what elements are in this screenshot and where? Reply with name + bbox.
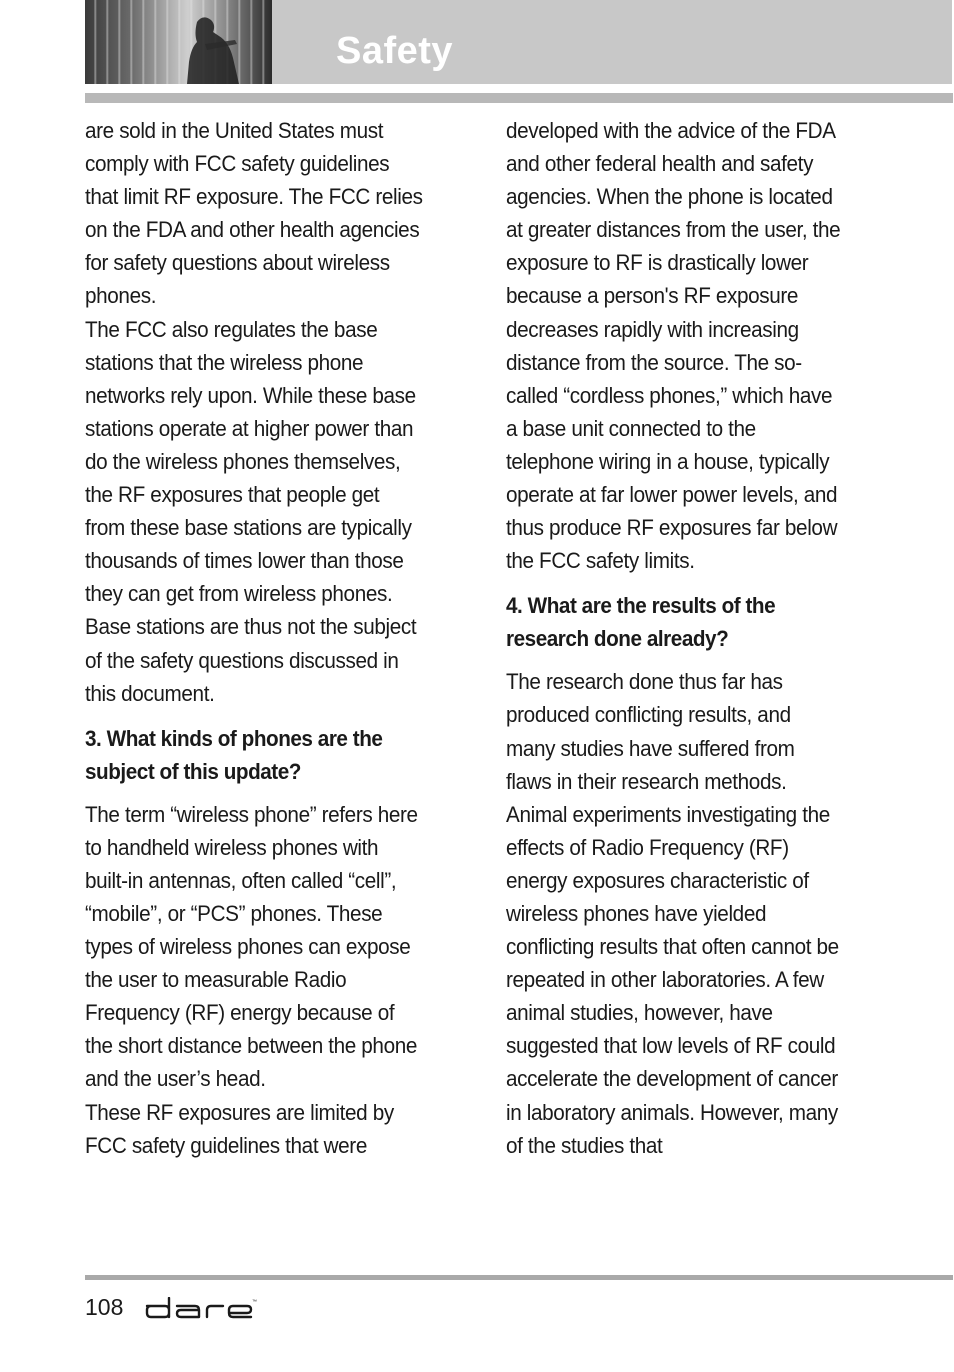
paragraph: The FCC also regulates the base stations that the wireless phone networks rely upon. While these base stations operate at higher power than do the wireless phones themselves, the RF exposures that people get from these base stations are typically thousands of times lower than those they can get from wireless phones. Base stations are thus not the subject of the safety questions discussed in this document. [85,316,417,706]
header-photo [85,0,272,84]
person-silhouette-image [85,0,272,84]
paragraph: The term “wireless phone” refers here to handheld wireless phones with built-in antennas, often called “cell”, “mobile”, or “PCS” phones. These types of wireless phones can expose the user to measurable Radio Frequency (RF) energy because of the short distance between the phone and the user’s head. [85,801,418,1092]
header-divider [85,93,953,103]
paragraph: are sold in the United States must comply with FCC safety guidelines that limit RF exposure. The FCC relies on the FDA and other health agencies for safety questions about wireless phones. [85,118,423,309]
paragraph: The research done thus far has produced conflicting results, and many studies have suffered from flaws in their research methods. Animal experiments investigating the effects of Radio Frequency (RF) energy exposures characteristic of wireless phones have yielded conflicting results that often cannot be repeated in other laboratories. A few animal studies, however, have suggested that low levels of RF could accelerate the development of cancer in laboratory animals. However, many of the studies that [506,669,839,1158]
footer-divider [85,1275,953,1280]
page-number: 108 [85,1294,124,1320]
paragraph: developed with the advice of the FDA and other federal health and safety agencies. When the phone is located at greater distances from the user, the exposure to RF is drastically lower because a person's RF exposure decreases rapidly with increasing distance from the source. The so-called “cordless phones,” which have a base unit connected to the telephone wiring in a house, typically operate at far lower power levels, and thus produce RF exposures far below the FCC safety limits. [506,118,841,574]
right-column [506,114,845,1162]
section-heading: 3. What kinds of phones are the subject of this update? [85,725,383,784]
dare-logo-icon [143,1297,259,1319]
svg-text:™: ™ [252,1299,257,1305]
section-heading: 4. What are the results of the research done already? [506,593,776,652]
paragraph: These RF exposures are limited by FCC safety guidelines that were [85,1099,394,1158]
left-column [85,114,424,1162]
page-title: Safety [336,30,454,72]
